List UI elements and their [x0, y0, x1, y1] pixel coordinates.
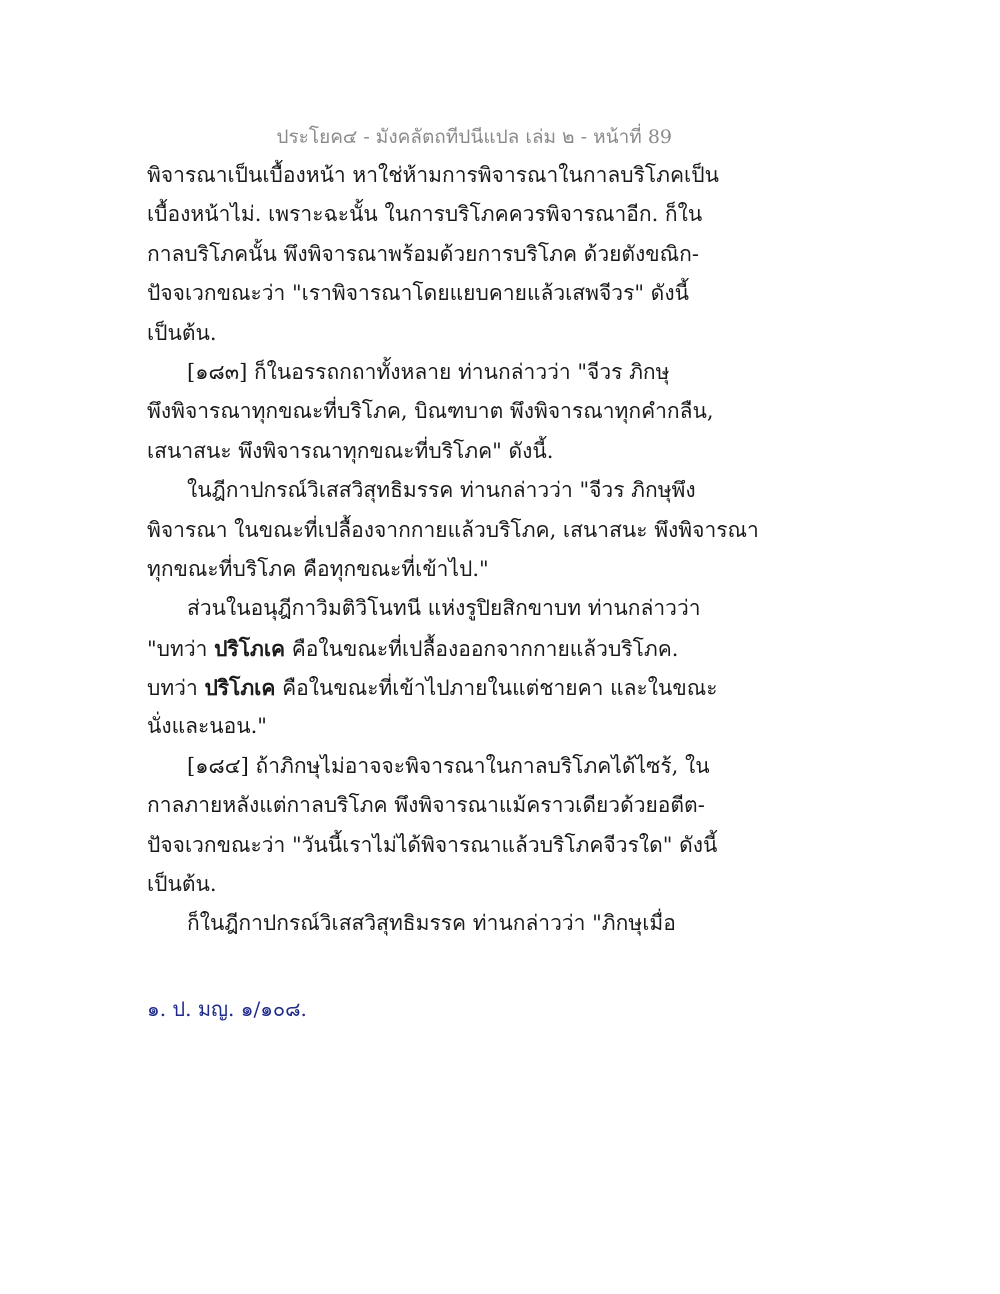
text-segment: คือในขณะที่เปลื้องออกจากกายแล้วบริโภค. [285, 636, 679, 661]
text-line: ทุกขณะที่บริโภค คือทุกขณะที่เข้าไป." [147, 556, 489, 581]
body-text [147, 156, 759, 944]
text-line: นั่งและนอน." [147, 714, 267, 739]
text-segment: "บทว่า [147, 636, 215, 661]
text-segment: บทว่า [147, 676, 205, 701]
text-line: พึงพิจารณาทุกขณะที่บริโภค, บิณฑบาต พึงพิจารณาทุกคำกลืน, [147, 399, 714, 424]
text-line: ปัจจเวกขณะว่า "เราพิจารณาโดยแยบคายแล้วเสพจีวร" ดังนี้ [147, 281, 689, 306]
paragraph-start-line: [๑๘๔] ถ้าภิกษุไม่อาจจะพิจารณาในกาลบริโภคได้ไซร้, ใน [187, 753, 710, 778]
text-line: พิจารณา ในขณะที่เปลื้องจากกายแล้วบริโภค, เสนาสนะ พึงพิจารณา [147, 517, 759, 542]
paragraph-start-line: [๑๘๓] ก็ในอรรถกถาทั้งหลาย ท่านกล่าวว่า "จีวร ภิกษุ [187, 359, 670, 384]
paragraph-start-line: ในฎีกาปกรณ์วิเสสวิสุทธิมรรค ท่านกล่าวว่า "จีวร ภิกษุพึง [187, 478, 696, 503]
running-header: ประโยค๔ - มังคลัตถทีปนีแปล เล่ม ๒ - หน้าที่ 89 [276, 126, 672, 148]
paragraph-start-line: ส่วนในอนุฎีกาวิมติวิโนทนี แห่งรูปิยสิกขาบท ท่านกล่าวว่า [187, 596, 701, 621]
text-line: เป็นต้น. [147, 872, 217, 897]
text-line-with-term [147, 668, 718, 707]
text-line: เบื้องหน้าไม่. เพราะฉะนั้น ในการบริโภคควรพิจารณาอีก. ก็ใน [147, 202, 703, 227]
text-line: ปัจจเวกขณะว่า "วันนี้เราไม่ได้พิจารณาแล้วบริโภคจีวรใด" ดังนี้ [147, 832, 718, 857]
text-line: กาลบริโภคนั้น พึงพิจารณาพร้อมด้วยการบริโภค ด้วยตังขณิก- [147, 241, 699, 266]
text-line: เสนาสนะ พึงพิจารณาทุกขณะที่บริโภค" ดังนี้. [147, 438, 554, 463]
bold-term: ปริโภเค [204, 675, 276, 701]
text-line-with-term [147, 629, 707, 668]
paragraph-start-line: ก็ในฎีกาปกรณ์วิเสสวิสุทธิมรรค ท่านกล่าวว่า "ภิกษุเมื่อ [187, 911, 676, 936]
text-segment: คือในขณะที่เข้าไปภายในแต่ชายคา และในขณะ [275, 676, 718, 701]
text-line: เป็นต้น. [147, 320, 217, 345]
bold-term: ปริโภเค [214, 635, 286, 661]
text-line: กาลภายหลังแต่กาลบริโภค พึงพิจารณาแม้คราวเดียวด้วยอตีต- [147, 793, 705, 818]
footnote: ๑. ป. มญ. ๑/๑๐๘. [147, 997, 307, 1021]
text-line: พิจารณาเป็นเบื้องหน้า หาใช่ห้ามการพิจารณาในกาลบริโภคเป็น [147, 163, 719, 187]
